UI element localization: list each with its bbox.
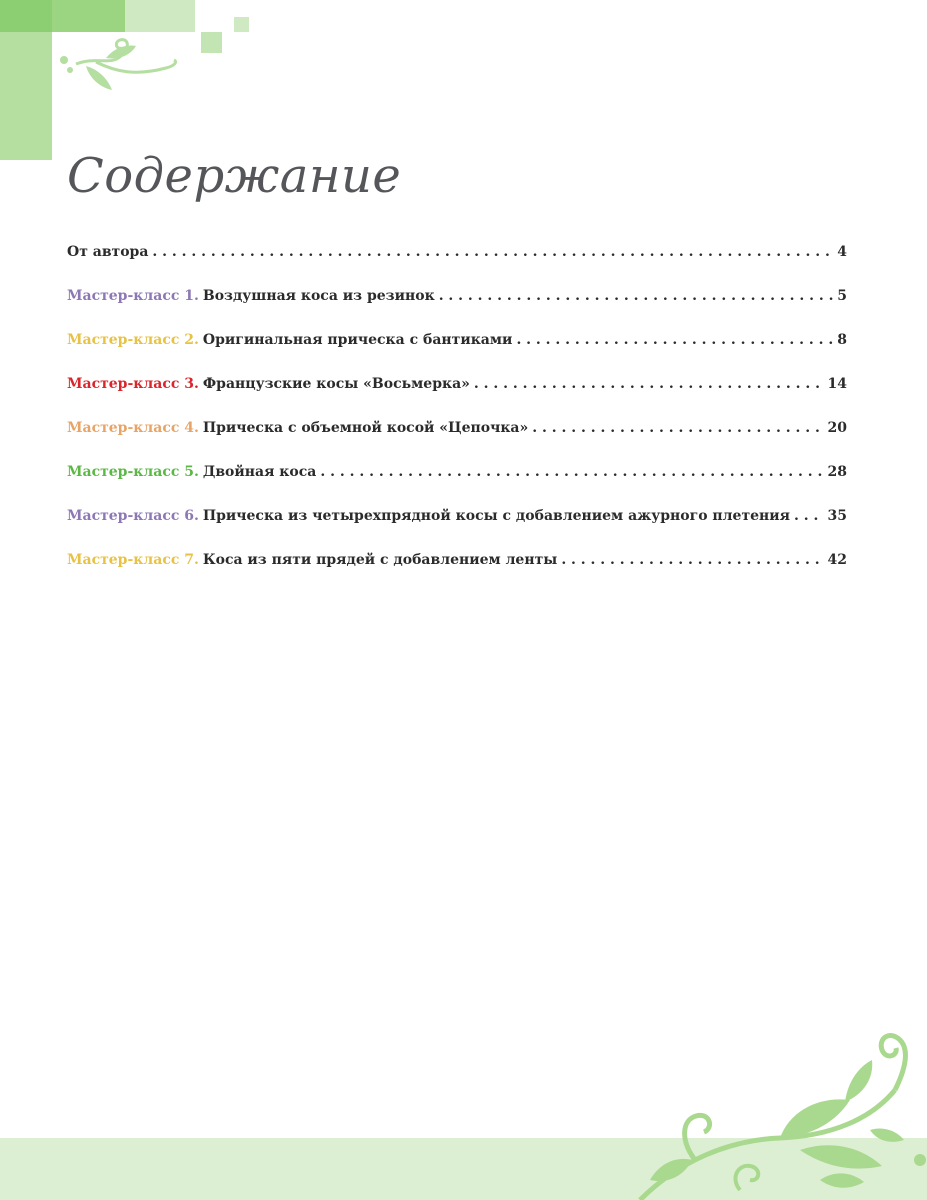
toc-entry-page: 42 bbox=[827, 552, 847, 568]
toc-leader-dots bbox=[794, 508, 824, 524]
toc-leader-dots bbox=[439, 288, 834, 304]
toc-entry[interactable] bbox=[67, 332, 847, 376]
decor-square bbox=[201, 32, 222, 53]
toc-entry-page: 28 bbox=[827, 464, 847, 480]
table-of-contents bbox=[67, 244, 847, 596]
toc-leader-dots bbox=[474, 376, 824, 392]
toc-entry[interactable] bbox=[67, 420, 847, 464]
toc-entry-title: Прическа с объемной косой «Цепочка» bbox=[202, 420, 529, 436]
toc-entry[interactable] bbox=[67, 552, 847, 596]
toc-entry-lead: Мастер-класс 2. bbox=[67, 332, 199, 348]
toc-entry-title: Оригинальная прическа с бантиками bbox=[202, 332, 513, 348]
toc-entry-lead: Мастер-класс 5. bbox=[67, 464, 199, 480]
toc-leader-dots bbox=[561, 552, 823, 568]
leaf-swirl-icon bbox=[56, 36, 186, 96]
decor-block bbox=[52, 0, 125, 32]
toc-entry-title: Прическа из четырехпрядной косы с добавлением ажурного плетения bbox=[202, 508, 791, 524]
toc-entry-page: 35 bbox=[827, 508, 847, 524]
toc-entry-title: От автора bbox=[67, 244, 149, 260]
toc-leader-dots bbox=[516, 332, 833, 348]
toc-entry-lead: Мастер-класс 4. bbox=[67, 420, 199, 436]
toc-leader-dots bbox=[152, 244, 833, 260]
toc-leader-dots bbox=[532, 420, 823, 436]
toc-entry[interactable] bbox=[67, 288, 847, 332]
page-title: Содержание bbox=[67, 148, 402, 204]
toc-entry-title: Французские косы «Восьмерка» bbox=[202, 376, 470, 392]
toc-entry-title: Воздушная коса из резинок bbox=[202, 288, 435, 304]
leaf-vine-icon bbox=[620, 1030, 927, 1200]
toc-entry-title: Коса из пяти прядей с добавлением ленты bbox=[202, 552, 558, 568]
toc-entry-lead: Мастер-класс 1. bbox=[67, 288, 199, 304]
toc-entry-page: 4 bbox=[837, 244, 847, 260]
toc-entry-lead: Мастер-класс 6. bbox=[67, 508, 199, 524]
toc-leader-dots bbox=[320, 464, 823, 480]
decor-square bbox=[234, 17, 249, 32]
toc-entry[interactable] bbox=[67, 376, 847, 420]
toc-entry-lead: Мастер-класс 3. bbox=[67, 376, 199, 392]
toc-entry-page: 20 bbox=[827, 420, 847, 436]
toc-entry-lead: Мастер-класс 7. bbox=[67, 552, 199, 568]
toc-entry-page: 5 bbox=[837, 288, 847, 304]
toc-entry[interactable] bbox=[67, 508, 847, 552]
toc-entry[interactable] bbox=[67, 464, 847, 508]
toc-entry-page: 14 bbox=[827, 376, 847, 392]
toc-entry[interactable] bbox=[67, 244, 847, 288]
toc-entry-page: 8 bbox=[837, 332, 847, 348]
toc-entry-title: Двойная коса bbox=[202, 464, 317, 480]
decor-block bbox=[125, 0, 195, 32]
